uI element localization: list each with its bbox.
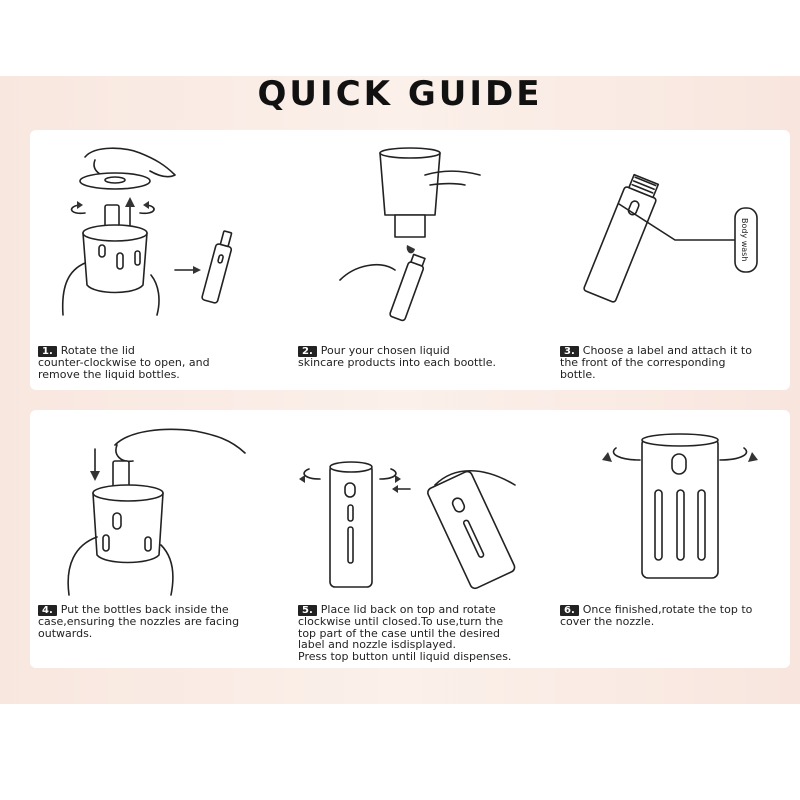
- step-6-caption: 6. Once finished,rotate the top to cover the nozzle.: [560, 603, 753, 628]
- step-6-illustration: [600, 430, 760, 580]
- step-4-number: 4.: [38, 605, 57, 616]
- step-6-number: 6.: [560, 605, 579, 616]
- step-3-illustration: [575, 170, 775, 310]
- step-3-number: 3.: [560, 346, 579, 357]
- step-1-caption: 1. Rotate the lid counter-clockwise to open, and remove the liquid bottles.: [38, 344, 210, 381]
- step-4-illustration: [55, 425, 255, 595]
- step-1-illustration: [55, 145, 255, 315]
- step-2-number: 2.: [298, 346, 317, 357]
- step-2-illustration: [335, 145, 505, 320]
- step-1-number: 1.: [38, 346, 57, 357]
- step-4-caption: 4. Put the bottles back inside the case,ensuring the nozzles are facing outwards.: [38, 603, 240, 640]
- step-5-caption: 5. Place lid back on top and rotate clockwise until closed.To use,turn the top part of the case until the desired label and nozzle isdisplayed. Press top button until liquid dispenses.: [298, 603, 512, 663]
- step-3-caption: 3. Choose a label and attach it to the front of the corresponding bottle.: [560, 344, 752, 381]
- page-title: QUICK GUIDE: [257, 74, 543, 114]
- label-tag-text: Body wash: [740, 218, 749, 262]
- step-5-number: 5.: [298, 605, 317, 616]
- step-2-caption: 2. Pour your chosen liquid skincare products into each boottle.: [298, 344, 496, 369]
- step-5-illustration: [295, 455, 535, 595]
